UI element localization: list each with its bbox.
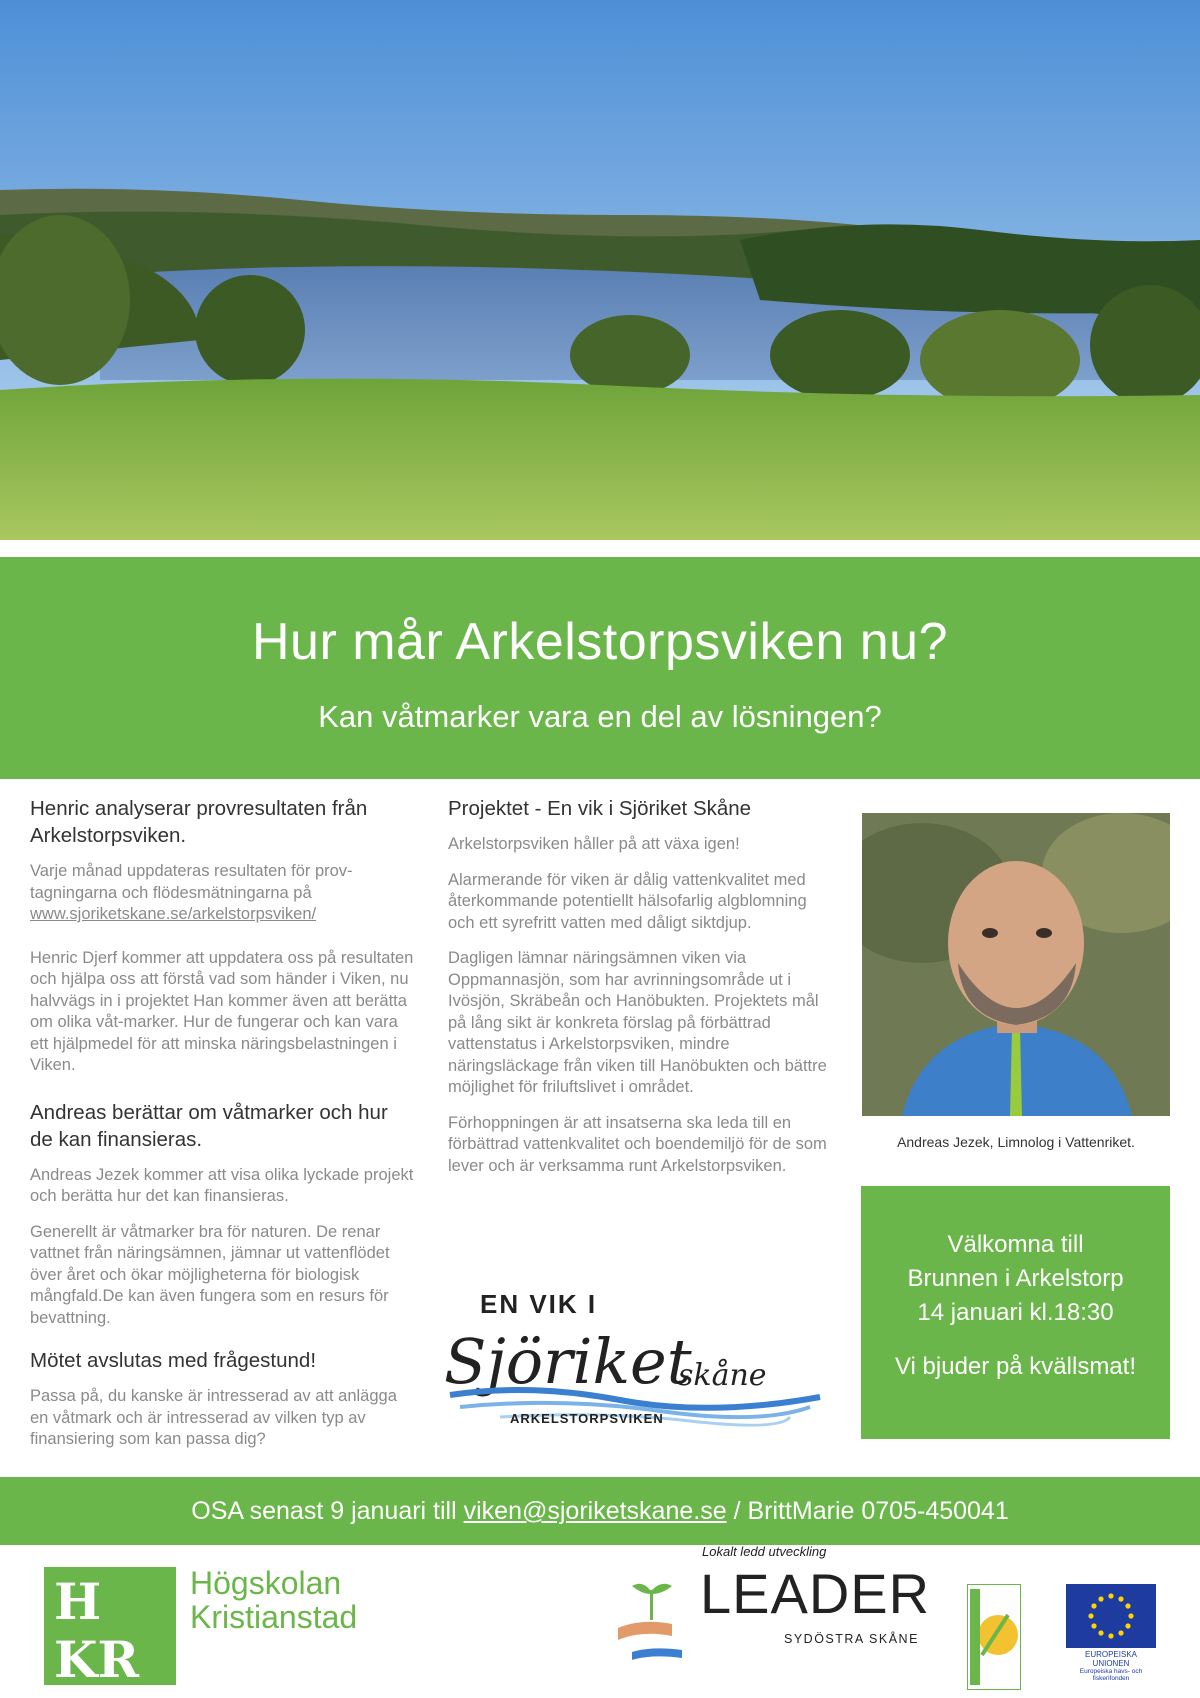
logo-arkelstorpsviken: ARKELSTORPSVIKEN [510, 1411, 664, 1426]
leader-region: SYDÖSTRA SKÅNE [784, 1632, 919, 1646]
welcome-line-1: Välkomna till [947, 1231, 1084, 1258]
paragraph-growing: Arkelstorpsviken håller på att växa igen! [448, 835, 740, 853]
leader-emblem-icon [967, 1584, 1021, 1690]
sjoriket-logo [440, 1275, 830, 1445]
leader-name: LEADER [700, 1562, 931, 1625]
rsvp-bar [0, 1477, 1200, 1545]
paragraph-wetlands: Generellt är våtmarker bra för naturen. De renar vattnet från näringsämnen, jämnar ut vattenflödet över året och ökar möjligheterna för biologisk mångfald.De kan även fungera som en resurs för bevattning. [30, 1222, 390, 1327]
paragraph-alarming: Alarmerande för viken är dålig vattenkvalitet med återkommande potentiellt hälsofarlig algblomning och ett syrefritt vatten med dåligt siktdjup. [448, 870, 807, 932]
logo-sjoriket: Sjöriket [444, 1325, 692, 1398]
heading-project: Projektet - En vik i Sjöriket Skåne [448, 797, 752, 820]
welcome-dinner: Vi bjuder på kvällsmat! [894, 1353, 1136, 1380]
svg-text:KR: KR [54, 1630, 140, 1685]
hkr-line-1: Högskolan [190, 1565, 342, 1601]
paragraph-andreas: Andreas Jezek kommer att visa olika lyckade projekt och berätta hur det kan finansieras. [30, 1165, 414, 1205]
welcome-datetime: 14 januari kl.18:30 [917, 1299, 1114, 1326]
heading-questions: Mötet avslutas med frågestund! [30, 1349, 317, 1372]
heading-henric: Henric analyserar provresultaten från Arkelstorpsviken. [30, 797, 368, 847]
rsvp-contact: / BrittMarie 0705-450041 [733, 1497, 1009, 1525]
paragraph-nutrients: Dagligen lämnar näringsämnen viken via Oppmannasjön, som har avrinningsområde ut i Ivösjön, Skräbeån och Hanöbukten. Projektets mål på lång sikt är konkreta förslag på förbättrad vattenstatus i Arkelstorpsviken, mindre näringsläckage från viken till Hanöbukten och bättre möjlighet för friluftslivet i området. [448, 949, 827, 1096]
main-title: Hur mår Arkelstorpsviken nu? [251, 613, 949, 671]
photo-caption: Andreas Jezek, Limnolog i Vattenriket. [897, 1134, 1135, 1150]
svg-text:H: H [54, 1572, 102, 1631]
rsvp-prefix: OSA senast 9 januari till [191, 1497, 457, 1525]
title-banner [0, 557, 1200, 779]
rsvp-email-link[interactable]: viken@sjoriketskane.se [463, 1497, 727, 1525]
seedling-hands-icon [612, 1580, 692, 1680]
hkr-name [190, 1566, 357, 1634]
logo-skane: skåne [678, 1358, 767, 1393]
leader-tagline: Lokalt ledd utveckling [702, 1544, 827, 1559]
paragraph-hope: Förhoppningen är att insatserna ska leda till en förbättrad vattenkvalitet och boendemiljö för de som lever och är verksamma runt Arkelstorpsviken. [448, 1113, 827, 1175]
paragraph-henric: Henric Djerf kommer att uppdatera oss på resultaten och hjälpa oss att förstå vad som händer i Viken, nu halvvägs in i projektet Han kommer även att berätta om olika våt-marker. Hur de fungerar och kan vara ett hjälpmedel för att minska näringsbelastningen i Viken. [30, 948, 414, 1074]
hkr-line-2: Kristianstad [190, 1599, 358, 1635]
welcome-box [861, 1186, 1170, 1439]
website-link[interactable]: www.sjoriketskane.se/arkelstorpsviken/ [30, 905, 317, 923]
portrait-photo [862, 813, 1170, 1116]
hero-landscape-image [0, 0, 1200, 540]
paragraph-questions: Passa på, du kanske är intresserad av att anlägga en våtmark och är intresserad av vilken typ av finansiering som kan passa dig? [30, 1387, 397, 1448]
welcome-venue: Brunnen i Arkelstorp [907, 1265, 1124, 1292]
eu-flag [1066, 1584, 1156, 1688]
leader-logo [612, 1540, 932, 1680]
eu-label: EUROPEISKA UNIONEN [1084, 1650, 1137, 1668]
paragraph-monthly: Varje månad uppdateras resultaten för prov-tagningarna och flödesmätningarna på www.sjoriketskane.se/arkelstorpsviken/ [30, 862, 353, 923]
hkr-logo-icon [44, 1567, 176, 1685]
logo-line-en-vik: EN VIK I [480, 1289, 598, 1319]
middle-column [448, 795, 828, 1191]
heading-andreas: Andreas berättar om våtmarker och hur de kan finansieras. [30, 1100, 388, 1151]
eu-flag-icon [1066, 1584, 1156, 1648]
eu-fund-label: Europeiska havs- och fiskerifonden [1079, 1668, 1143, 1682]
subtitle: Kan våtmarker vara en del av lösningen? [318, 699, 882, 734]
left-column [30, 795, 415, 1465]
